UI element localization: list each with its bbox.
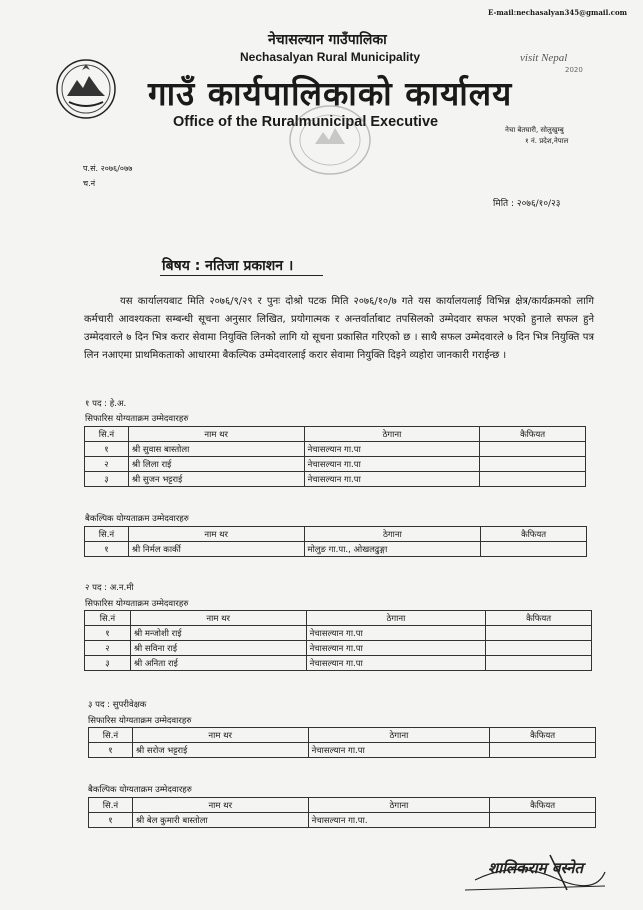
visit-nepal-logo: visit Nepal — [520, 52, 568, 64]
post-title: १ पद : हे.अ. — [85, 399, 127, 409]
visit-nepal-year: 2020 — [565, 66, 583, 74]
subject-underline — [160, 275, 323, 276]
header-sn: सि.नं — [89, 728, 133, 743]
header-address: ठेगाना — [308, 798, 490, 813]
signature-name: शालिकराम बस्नेत — [488, 859, 584, 877]
table-row — [85, 542, 587, 557]
cell-address: नेचासल्यान गा.पा — [304, 472, 480, 487]
cell-remarks — [490, 743, 596, 758]
cell-name: श्री सुजन भट्टराई — [128, 472, 304, 487]
header-address: ठेगाना — [304, 427, 480, 442]
letter-body: यस कार्यालयबाट मिति २०७६/९/२९ र पुनः दोश्रो पटक मिति २०७६/१०/७ गते यस कार्यालयलाई विभिन्न क्षेत्र/कार्यक्रमको लागि कर्मचारी आवश्यकता सम्बन्धी सूचना अनुसार लिखित, प्रयोगात्मक र अन्तर्वार्ताबाट तपसिलको उम्मेदवार सफल भएको हुनाले सफल हुने उम्मेदवारले ७ दिन भित्र करार सेवामा नियुक्ति लिनको लागि यो सूचना प्रकासित गरिएको छ । साथै सफल उम्मेदवारले ७ दिन भित्र नियुक्ति पत्र लिन नआएमा प्राथमिकताको आधारमा बैकल्पिक उम्मेदवारलाई करार सेवामा नियुक्ति दिइने व्यहोरा जानकारी गराईन्छ । — [84, 296, 594, 361]
cell-name: श्री सविना राई — [130, 641, 306, 656]
list-label: बैकल्पिक योग्यताक्रम उम्मेदवारहरु — [88, 785, 192, 795]
table-row — [89, 743, 596, 758]
cell-remarks — [480, 472, 586, 487]
header-remarks: कैफियत — [486, 611, 592, 626]
cell-remarks — [486, 641, 592, 656]
cell-name: श्री सुवास बास्तोला — [128, 442, 304, 457]
list-label: सिफारिस योग्यताक्रम उम्मेदवारहरु — [88, 716, 192, 726]
cell-address: नेचासल्यान गा.पा — [304, 457, 480, 472]
header-name: नाम थर — [132, 798, 308, 813]
candidate-table — [84, 610, 592, 671]
cell-name: श्री मन्जोशी राई — [130, 626, 306, 641]
table-header-row — [85, 611, 592, 626]
cell-sn: १ — [89, 743, 133, 758]
office-title-nepali: गाउँ कार्यपालिकाको कार्यालय — [148, 74, 513, 113]
cell-name: श्री सरोज भट्टराई — [132, 743, 308, 758]
office-title-english: Office of the Ruralmunicipal Executive — [173, 114, 439, 130]
table-row — [85, 656, 592, 671]
header-remarks: कैफियत — [481, 527, 587, 542]
address-line-2: १ नं. प्रदेश,नेपाल — [525, 137, 569, 145]
cell-sn: ३ — [85, 472, 129, 487]
table-row — [85, 641, 592, 656]
dispatch-number: च.नं — [83, 179, 96, 188]
municipality-name-english: Nechasalyan Rural Municipality — [240, 50, 421, 64]
table-header-row — [85, 527, 587, 542]
cell-sn: २ — [85, 457, 129, 472]
cell-address: नेचासल्यान गा.पा — [308, 743, 490, 758]
header-sn: सि.नं — [85, 611, 131, 626]
cell-address: नेचासल्यान गा.पा — [306, 656, 486, 671]
post-title: ३ पद : सुपरीवेक्षक — [88, 700, 147, 710]
header-address: ठेगाना — [306, 611, 486, 626]
cell-address: मोलुङ गा.पा., ओखलढुङ्गा — [304, 542, 481, 557]
cell-address: नेचासल्यान गा.पा — [304, 442, 480, 457]
cell-name: श्री लिला राई — [128, 457, 304, 472]
cell-sn: २ — [85, 641, 131, 656]
candidate-table — [84, 426, 586, 487]
cell-remarks — [486, 626, 592, 641]
header-remarks: कैफियत — [490, 728, 596, 743]
header-name: नाम थर — [132, 728, 308, 743]
cell-remarks — [486, 656, 592, 671]
list-label: सिफारिस योग्यताक्रम उम्मेदवारहरु — [85, 414, 189, 424]
email-address: E-mail:nechasalyan345@gmail.com — [488, 8, 628, 17]
cell-address: नेचासल्यान गा.पा — [306, 641, 486, 656]
cell-sn: ३ — [85, 656, 131, 671]
header-sn: सि.नं — [85, 527, 129, 542]
table-header-row — [89, 728, 596, 743]
letter-date: मिति : २०७६/१०/२३ — [493, 199, 561, 209]
header-name: नाम थर — [128, 427, 304, 442]
cell-address: नेचासल्यान गा.पा — [306, 626, 486, 641]
header-sn: सि.नं — [89, 798, 133, 813]
table-row — [85, 457, 586, 472]
header-name: नाम थर — [128, 527, 304, 542]
header-remarks: कैफियत — [490, 798, 596, 813]
list-label: सिफारिस योग्यताक्रम उम्मेदवारहरु — [85, 599, 189, 609]
cell-remarks — [480, 457, 586, 472]
letter-subject: बिषय : नतिजा प्रकाशन । — [162, 258, 294, 274]
cell-sn: १ — [89, 813, 133, 828]
cell-name: श्री निर्मल कार्की — [128, 542, 304, 557]
list-label: बैकल्पिक योग्यताक्रम उम्मेदवारहरु — [85, 514, 189, 524]
cell-remarks — [480, 442, 586, 457]
cell-name: श्री अनिता राई — [130, 656, 306, 671]
cell-sn: १ — [85, 542, 129, 557]
cell-remarks — [490, 813, 596, 828]
header-name: नाम थर — [130, 611, 306, 626]
reference-number: प.सं. २०७६/०७७ — [83, 164, 133, 173]
table-header-row — [85, 427, 586, 442]
header-sn: सि.नं — [85, 427, 129, 442]
post-title: २ पद : अ.न.मी — [85, 583, 134, 593]
header-remarks: कैफियत — [480, 427, 586, 442]
candidate-table — [84, 526, 587, 557]
cell-name: श्री बेल कुमारी बास्तोला — [132, 813, 308, 828]
cell-address: नेचासल्यान गा.पा. — [308, 813, 490, 828]
table-row — [89, 813, 596, 828]
cell-sn: १ — [85, 442, 129, 457]
candidate-table — [88, 727, 596, 758]
cell-sn: १ — [85, 626, 131, 641]
table-row — [85, 472, 586, 487]
candidate-table — [88, 797, 596, 828]
table-row — [85, 626, 592, 641]
office-stamp-seal — [285, 100, 375, 180]
cell-remarks — [481, 542, 587, 557]
header-address: ठेगाना — [308, 728, 490, 743]
nepal-emblem-logo — [55, 58, 117, 120]
address-line-1: नेचा बेतघारी, सोलुखुम्बु — [505, 126, 564, 134]
municipality-name-nepali: नेचासल्यान गाउँपालिका — [268, 32, 387, 48]
header-address: ठेगाना — [304, 527, 481, 542]
table-row — [85, 442, 586, 457]
table-header-row — [89, 798, 596, 813]
